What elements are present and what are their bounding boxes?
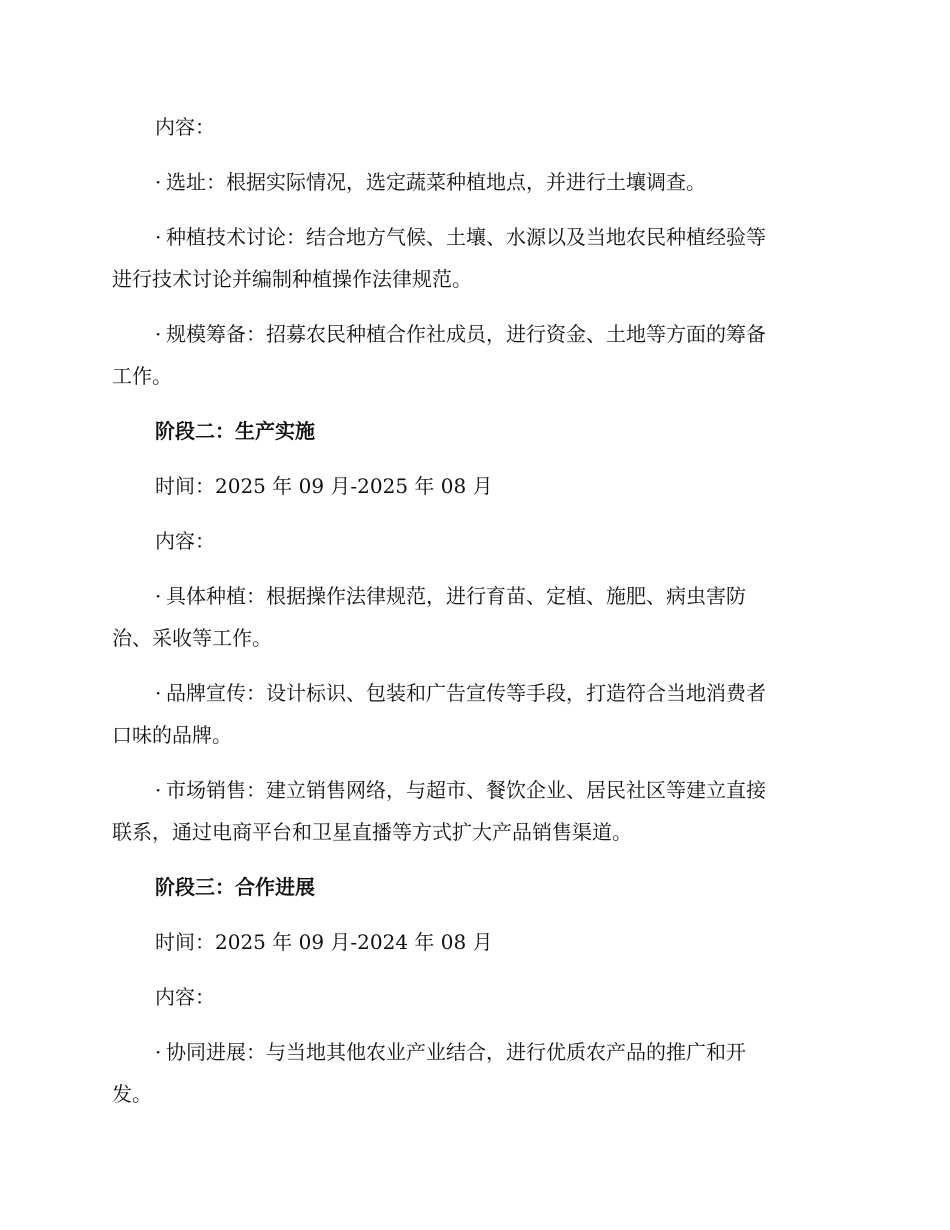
line-text: 品牌宣传：设计标识、包装和广告宣传等手段，打造符合当地消费者 bbox=[166, 681, 766, 705]
text-line bbox=[112, 976, 824, 1018]
line-text: 发。 bbox=[112, 1082, 152, 1106]
text-line bbox=[112, 106, 824, 148]
first-line bbox=[112, 866, 824, 908]
document-body bbox=[112, 106, 824, 1128]
bullet-dot-icon: · bbox=[155, 322, 162, 346]
line-text: 时间：2025 年 09 月-2024 年 08 月 bbox=[155, 930, 493, 954]
bullet-item bbox=[112, 575, 824, 659]
line-text: 选址：根据实际情况，选定蔬菜种植地点，并进行土壤调查。 bbox=[166, 170, 706, 194]
continuation-line bbox=[112, 355, 824, 397]
first-line bbox=[112, 976, 824, 1018]
bullet-dot-icon: · bbox=[155, 584, 162, 608]
bullet-item bbox=[112, 1031, 824, 1115]
line-text: 规模筹备：招募农民种植合作社成员，进行资金、土地等方面的筹备 bbox=[166, 322, 766, 346]
continuation-line bbox=[112, 811, 824, 853]
continuation-line bbox=[112, 617, 824, 659]
bullet-dot-icon: · bbox=[155, 170, 162, 194]
first-line bbox=[112, 313, 824, 355]
bullet-dot-icon: · bbox=[155, 778, 162, 802]
line-text: 市场销售：建立销售网络，与超市、餐饮企业、居民社区等建立直接 bbox=[166, 778, 766, 802]
line-text: 治、采收等工作。 bbox=[112, 626, 272, 650]
bullet-dot-icon: · bbox=[155, 681, 162, 705]
line-text: 阶段二：生产实施 bbox=[155, 419, 315, 443]
first-line bbox=[112, 769, 824, 811]
line-text: 联系，通过电商平台和卫星直播等方式扩大产品销售渠道。 bbox=[112, 820, 632, 844]
text-line bbox=[112, 520, 824, 562]
continuation-line bbox=[112, 258, 824, 300]
continuation-line bbox=[112, 1073, 824, 1115]
line-text: 协同进展：与当地其他农业产业结合，进行优质农产品的推广和开 bbox=[166, 1040, 746, 1064]
section-heading bbox=[112, 410, 824, 452]
line-text: 进行技术讨论并编制种植操作法律规范。 bbox=[112, 267, 472, 291]
first-line bbox=[112, 216, 824, 258]
first-line bbox=[112, 672, 824, 714]
continuation-line bbox=[112, 714, 824, 756]
bullet-dot-icon: · bbox=[155, 225, 162, 249]
line-text: 工作。 bbox=[112, 364, 172, 388]
section-heading bbox=[112, 866, 824, 908]
line-text: 阶段三：合作进展 bbox=[155, 875, 315, 899]
first-line bbox=[112, 1031, 824, 1073]
first-line bbox=[112, 921, 824, 963]
line-text: 内容： bbox=[155, 985, 215, 1009]
bullet-item bbox=[112, 161, 824, 203]
line-text: 内容： bbox=[155, 115, 215, 139]
bullet-item bbox=[112, 313, 824, 397]
line-text: 时间：2025 年 09 月-2025 年 08 月 bbox=[155, 474, 493, 498]
first-line bbox=[112, 161, 824, 203]
text-line bbox=[112, 465, 824, 507]
first-line bbox=[112, 520, 824, 562]
first-line bbox=[112, 465, 824, 507]
line-text: 具体种植：根据操作法律规范，进行育苗、定植、施肥、病虫害防 bbox=[166, 584, 746, 608]
line-text: 种植技术讨论：结合地方气候、土壤、水源以及当地农民种植经验等 bbox=[166, 225, 766, 249]
first-line bbox=[112, 410, 824, 452]
bullet-dot-icon: · bbox=[155, 1040, 162, 1064]
text-line bbox=[112, 921, 824, 963]
line-text: 口味的品牌。 bbox=[112, 723, 232, 747]
line-text: 内容： bbox=[155, 529, 215, 553]
bullet-item bbox=[112, 216, 824, 300]
bullet-item bbox=[112, 769, 824, 853]
first-line bbox=[112, 106, 824, 148]
first-line bbox=[112, 575, 824, 617]
bullet-item bbox=[112, 672, 824, 756]
